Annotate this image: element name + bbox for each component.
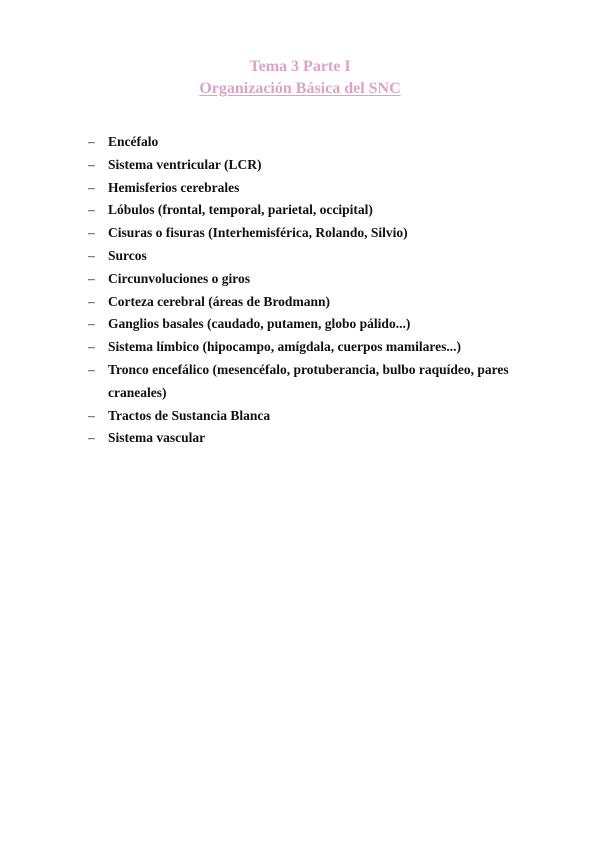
list-item: [88, 336, 518, 359]
list-item: [88, 359, 518, 405]
list-item-text: Corteza cerebral (áreas de Brodmann): [108, 293, 330, 309]
list-item: [88, 177, 518, 200]
bullet-dash: –: [88, 156, 95, 172]
list-item-text: Hemisferios cerebrales: [108, 179, 240, 195]
list-item-text: Tronco encefálico (mesencéfalo, protuberancia, bulbo raquídeo, pares craneales): [108, 361, 509, 400]
bullet-dash: –: [88, 339, 95, 355]
list-item-text: Circunvoluciones o giros: [108, 270, 251, 286]
list-item: [88, 222, 518, 245]
bullet-dash: –: [88, 247, 95, 263]
list-item: [88, 405, 518, 428]
list-item: [88, 199, 518, 222]
list-item-text: Ganglios basales (caudado, putamen, globo pálido...): [108, 316, 411, 332]
bullet-dash: –: [88, 270, 95, 286]
list-item: [88, 313, 518, 336]
list-item: [88, 154, 518, 177]
document-title: Tema 3 Parte I: [249, 58, 351, 75]
list-item: [88, 291, 518, 314]
bullet-dash: –: [88, 225, 95, 241]
list-item: [88, 427, 518, 450]
bullet-dash: –: [88, 134, 95, 149]
list-item-text: Surcos: [108, 247, 147, 263]
list-item-text: Encéfalo: [108, 134, 159, 149]
list-item-text: Tractos de Sustancia Blanca: [108, 407, 271, 423]
list-item-text: Sistema vascular: [108, 430, 206, 446]
list-item: [88, 245, 518, 268]
list-item-text: Cisuras o fisuras (Interhemisférica, Rolando, Silvio): [108, 225, 408, 241]
bullet-dash: –: [88, 202, 95, 218]
list-item-text: Sistema límbico (hipocampo, amígdala, cuerpos mamilares...): [108, 339, 461, 355]
document-subtitle: Organización Básica del SNC: [199, 80, 401, 97]
list-item-text: Lóbulos (frontal, temporal, parietal, occipital): [108, 202, 373, 218]
bullet-dash: –: [88, 316, 95, 332]
bullet-dash: –: [88, 179, 95, 195]
topic-list: [88, 131, 518, 450]
list-item-text: Sistema ventricular (LCR): [108, 156, 262, 172]
bullet-dash: –: [88, 430, 95, 446]
bullet-dash: –: [88, 407, 95, 423]
bullet-dash: –: [88, 293, 95, 309]
bullet-dash: –: [88, 361, 95, 377]
title-block: [0, 56, 600, 100]
list-item: [88, 268, 518, 291]
list-item: [88, 131, 518, 154]
